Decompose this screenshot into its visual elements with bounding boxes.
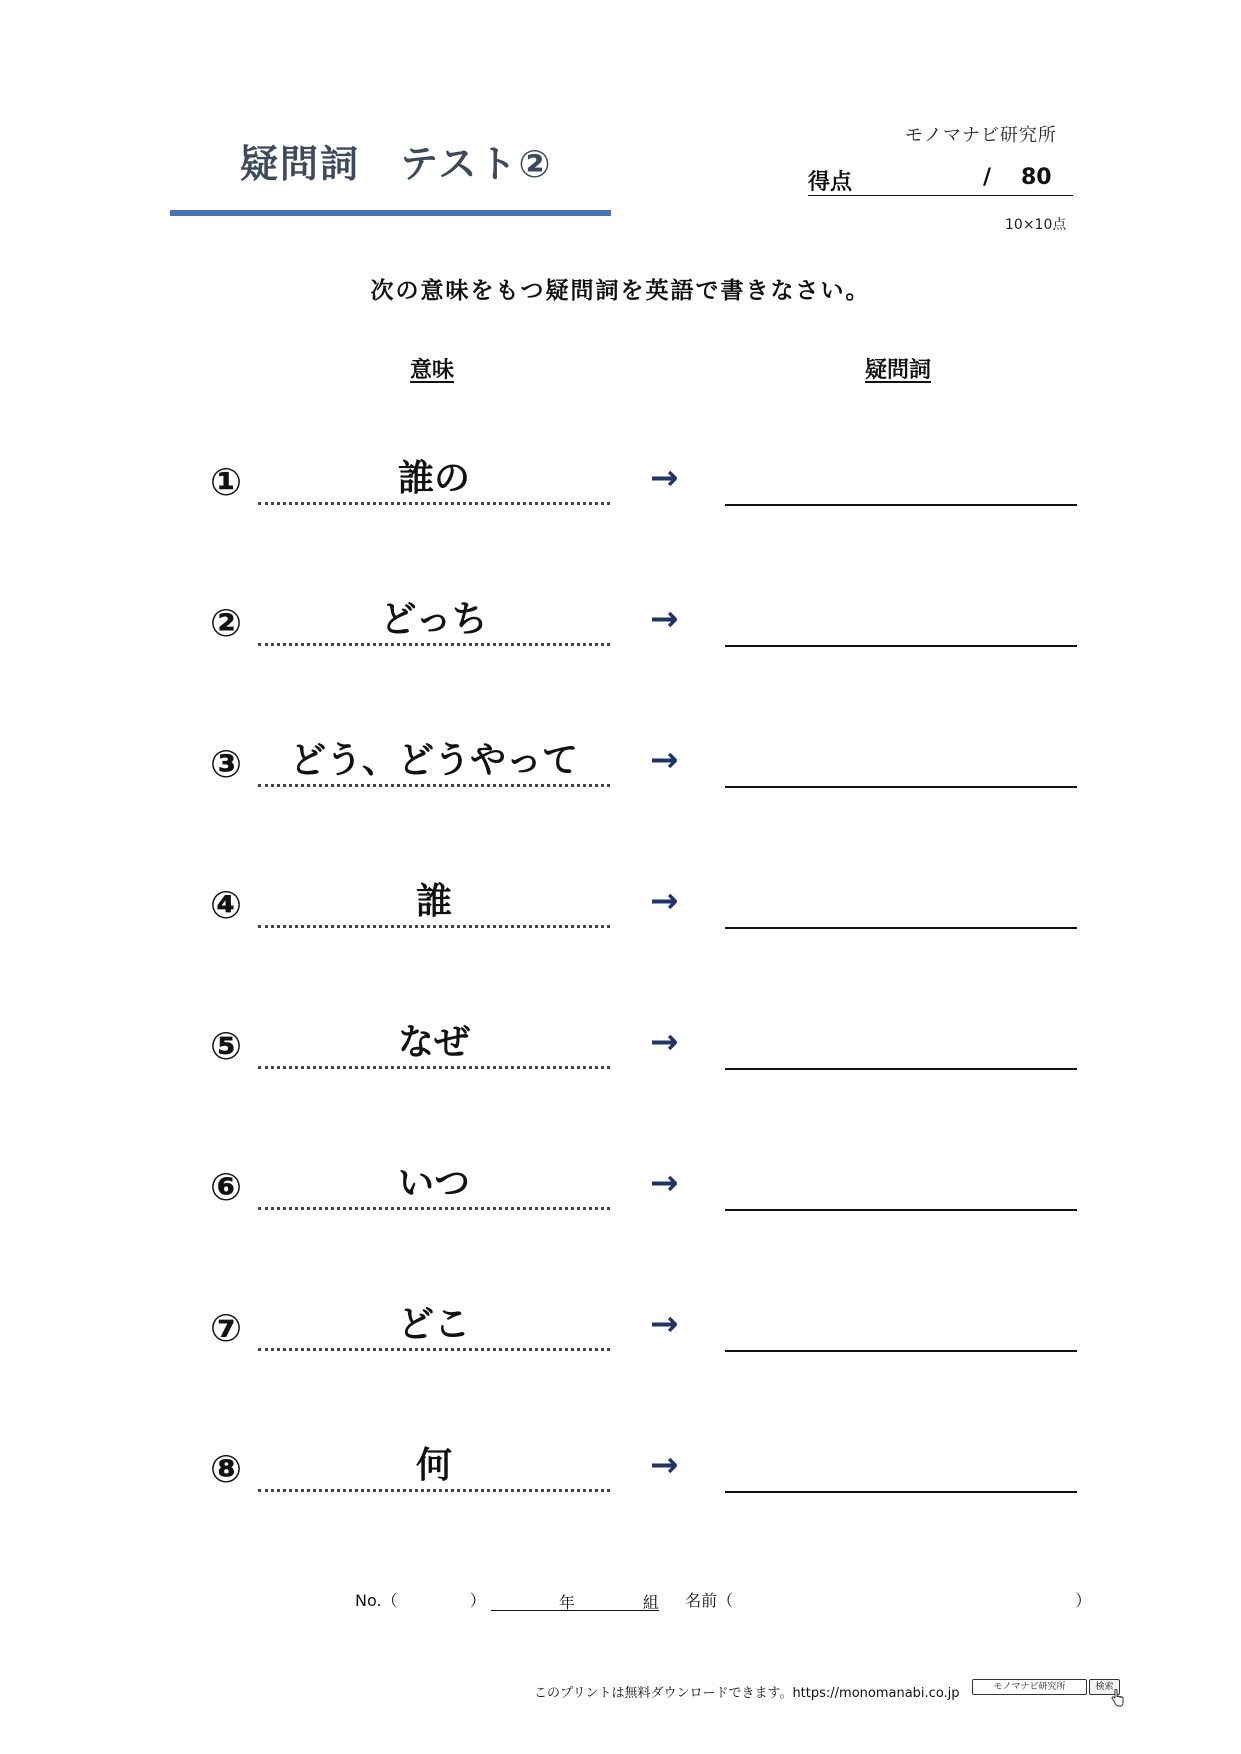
- answer-blank[interactable]: [725, 1443, 1077, 1493]
- arrow-right-icon: →: [650, 740, 679, 780]
- question-row-6: [0, 1161, 1241, 1221]
- arrow-right-icon: →: [650, 458, 679, 498]
- question-row-7: [0, 1302, 1241, 1362]
- name-label: 名前（: [685, 1591, 734, 1610]
- arrow-right-icon: →: [650, 1022, 679, 1062]
- answer-blank[interactable]: [725, 597, 1077, 647]
- column-header-answer: 疑問詞: [865, 358, 932, 383]
- search-button: 検索: [1089, 1679, 1120, 1695]
- class-label: 組: [642, 1593, 659, 1612]
- arrow-right-icon: →: [650, 599, 679, 639]
- question-number: ⑧: [210, 1447, 243, 1491]
- score-total: 80: [1021, 165, 1052, 190]
- meaning-text: なぜ: [258, 1020, 610, 1069]
- meaning-text: どっち: [258, 597, 610, 646]
- meaning-text: いつ: [258, 1161, 610, 1210]
- answer-blank[interactable]: [725, 1161, 1077, 1211]
- question-row-8: [0, 1443, 1241, 1503]
- question-number: ⑥: [210, 1165, 243, 1209]
- answer-blank[interactable]: [725, 1302, 1077, 1352]
- question-row-2: [0, 597, 1241, 657]
- question-row-4: [0, 879, 1241, 939]
- column-header-meaning: 意味: [410, 358, 455, 383]
- meaning-text: どこ: [258, 1302, 610, 1351]
- answer-blank[interactable]: [725, 456, 1077, 506]
- answer-blank[interactable]: [725, 879, 1077, 929]
- meaning-text: 誰: [258, 879, 610, 928]
- number-label: No.（: [355, 1591, 398, 1610]
- brand-name: モノマナビ研究所: [905, 125, 1057, 146]
- meaning-text: 誰の: [258, 456, 610, 505]
- title-underline-bar: [170, 210, 611, 216]
- answer-blank[interactable]: [725, 1020, 1077, 1070]
- arrow-right-icon: →: [650, 881, 679, 921]
- meaning-text: どう、どうやって: [258, 738, 610, 787]
- question-number: ⑦: [210, 1306, 243, 1350]
- arrow-right-icon: →: [650, 1445, 679, 1485]
- question-row-1: [0, 456, 1241, 516]
- score-label: 得点: [808, 170, 853, 195]
- question-number: ④: [210, 883, 243, 927]
- score-slash: /: [983, 165, 992, 190]
- question-row-3: [0, 738, 1241, 798]
- question-number: ⑤: [210, 1024, 243, 1068]
- question-row-5: [0, 1020, 1241, 1080]
- name-close: ）: [1075, 1591, 1092, 1610]
- grade-class-field[interactable]: [491, 1590, 659, 1611]
- worksheet-title: 疑問詞 テスト②: [240, 142, 553, 186]
- arrow-right-icon: →: [650, 1304, 679, 1344]
- answer-blank[interactable]: [725, 738, 1077, 788]
- meaning-text: 何: [258, 1443, 610, 1492]
- grade-label: 年: [558, 1593, 575, 1612]
- footer-download-text: このプリントは無料ダウンロードできます。https://monomanabi.co.jp: [534, 1686, 960, 1701]
- number-close: ）: [469, 1591, 486, 1610]
- arrow-right-icon: →: [650, 1163, 679, 1203]
- student-info-row: [355, 1588, 1091, 1611]
- hand-pointer-icon: [1110, 1689, 1124, 1707]
- instruction-text: 次の意味をもつ疑問詞を英語で書きなさい。: [370, 278, 871, 304]
- question-number: ③: [210, 742, 243, 786]
- search-box: モノマナビ研究所: [972, 1679, 1087, 1695]
- question-number: ①: [210, 460, 243, 504]
- score-field: [808, 165, 1073, 196]
- score-note: 10×10点: [1005, 217, 1067, 233]
- question-number: ②: [210, 601, 243, 645]
